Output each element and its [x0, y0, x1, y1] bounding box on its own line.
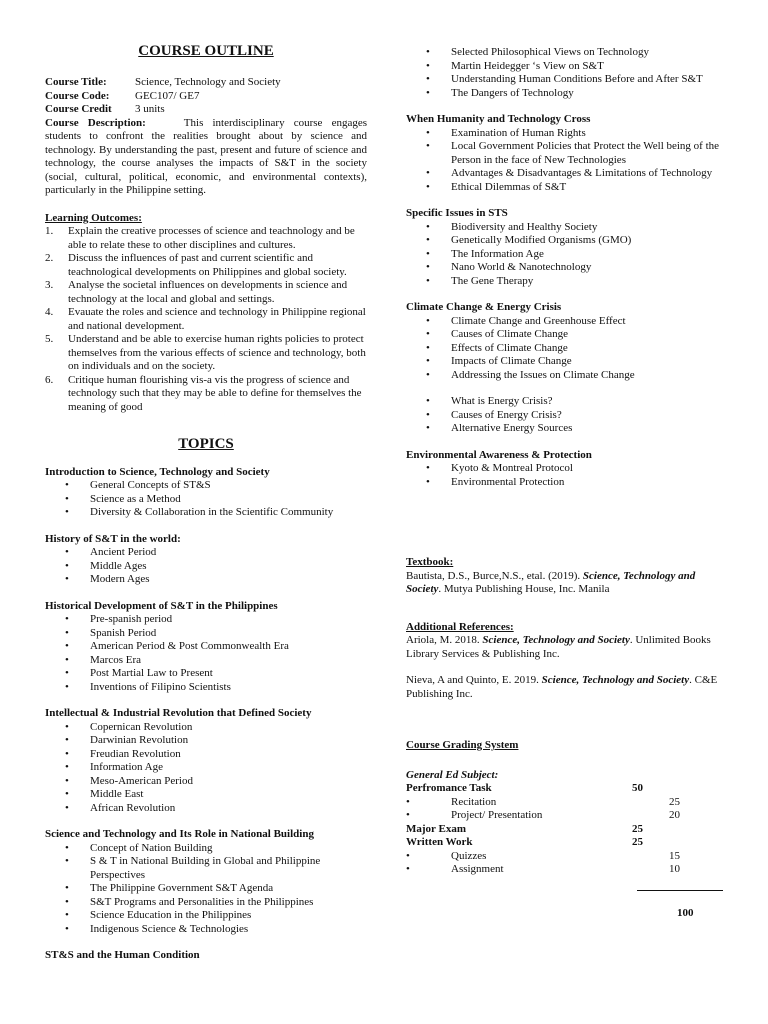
topic-item: • The Information Age [406, 248, 728, 262]
description-text: This interdisciplinary course engages students to confront the realities brought about by science and technology. By understanding the past, present and future of science and technology, the course analyses the impacts of S&T in the society (social, cultural, political, economic, and environmental contexts), particularly in the Philippine setting. [45, 116, 367, 196]
left-sections [45, 466, 367, 963]
topic-item: • Information Age [45, 761, 367, 775]
topic-item: • Modern Ages [45, 573, 367, 587]
outcome-number: 6. [45, 373, 54, 386]
textbook-authors: Bautista, D.S., Burce,N.S., etal. (2019). [406, 569, 581, 582]
topic-item: • American Period & Post Commonwealth Era [45, 640, 367, 654]
topic-item: • The Philippine Government S&T Agenda [45, 882, 367, 896]
topic-item: • Effects of Climate Change [406, 342, 728, 356]
learning-outcome-item [45, 306, 367, 333]
grading-row-label: Written Work [406, 836, 473, 848]
topic-section [45, 466, 367, 520]
grading-row [406, 850, 728, 864]
learning-outcome-item [45, 279, 367, 306]
grading-label: Course Grading System [406, 739, 519, 751]
topic-item: • Climate Change and Greenhouse Effect [406, 315, 728, 329]
section-title: Introduction to Science, Technology and Society [45, 465, 270, 478]
topic-item: • What is Energy Crisis? [406, 395, 728, 409]
topic-item: • Local Government Policies that Protect the Well being of the Person in the face of New Technologies [406, 140, 728, 167]
topic-item: • African Revolution [45, 802, 367, 816]
bullet-icon: • [406, 849, 410, 862]
reference-rest: . Unlimited Books Library Services & Publishing Inc. [406, 634, 711, 660]
topic-item: • Impacts of Climate Change [406, 355, 728, 369]
grading-row-label: Recitation [451, 795, 497, 808]
topic-section [45, 707, 367, 815]
topic-item: • The Dangers of Technology [406, 87, 728, 101]
grading-sub-weight: 15 [669, 849, 680, 862]
topic-item: • Concept of Nation Building [45, 842, 367, 856]
topic-item: • Understanding Human Conditions Before and After S&T [406, 73, 728, 87]
course-info-value: 3 units [135, 103, 165, 115]
topic-item: • Selected Philosophical Views on Technology [406, 46, 728, 60]
topic-section [45, 533, 367, 587]
learning-outcome-item [45, 374, 367, 415]
bullet-icon: • [406, 863, 410, 875]
description-label: Course Description: [45, 116, 146, 129]
course-info-label: Course Code: [45, 89, 110, 102]
grading-sub-weight: 10 [669, 863, 680, 875]
grading-row [406, 796, 728, 810]
grading-sub-weight: 25 [669, 795, 680, 808]
section-title: Climate Change & Energy Crisis [406, 301, 562, 313]
learning-outcome-item [45, 225, 367, 252]
topic-section [406, 301, 728, 436]
grading-table [406, 782, 728, 877]
grading-row [406, 823, 728, 837]
topic-section [45, 949, 367, 963]
learning-outcome-item [45, 333, 367, 374]
course-info-value: GEC107/ GE7 [135, 89, 200, 102]
textbook-citation [406, 570, 728, 597]
reference-rest: . C&E Publishing Inc. [406, 674, 718, 700]
section-title: Specific Issues in STS [406, 207, 508, 219]
additional-references [406, 621, 728, 702]
topic-item: • Alternative Energy Sources [406, 422, 728, 436]
topic-item: • S & T in National Building in Global and Philippine Perspectives [45, 855, 367, 882]
references-list [406, 634, 728, 701]
topic-item: • Pre-spanish period [45, 613, 367, 627]
topic-item: • Causes of Climate Change [406, 328, 728, 342]
topic-item: • Causes of Energy Crisis? [406, 409, 728, 423]
section-items [406, 462, 728, 489]
spacer [406, 382, 728, 395]
textbook-section [406, 556, 728, 597]
topic-section [45, 828, 367, 936]
topic-item: • Indigenous Science & Technologies [45, 923, 367, 937]
grading-sub-weight: 20 [669, 809, 680, 821]
section-items [406, 315, 728, 383]
topic-item: • Copernican Revolution [45, 721, 367, 735]
section-items [406, 395, 728, 436]
grading-row-label: Project/ Presentation [451, 809, 543, 821]
topic-section [406, 449, 728, 490]
reference-authors: Ariola, M. 2018. [406, 634, 480, 646]
right-sections [406, 113, 728, 489]
section-title: Historical Development of S&T in the Philippines [45, 599, 278, 612]
topic-item: • Addressing the Issues on Climate Change [406, 369, 728, 383]
grading-row [406, 836, 728, 850]
topic-section [406, 113, 728, 194]
topic-item: • Advantages & Disadvantages & Limitations of Technology [406, 167, 728, 181]
section-title: Science and Technology and Its Role in National Building [45, 828, 314, 840]
bullet-icon: • [406, 795, 410, 808]
left-column [45, 0, 367, 976]
course-info-row [45, 103, 367, 117]
textbook-title: Science, Technology and Society [406, 569, 696, 595]
reference-title: Science, Technology and Society [482, 634, 630, 646]
grading-row [406, 782, 728, 796]
philosophy-list [406, 46, 728, 100]
grading-row [406, 863, 728, 877]
course-info-row [45, 90, 367, 104]
topic-item: • General Concepts of ST&S [45, 479, 367, 493]
topic-item: • Ethical Dilemmas of S&T [406, 181, 728, 195]
section-title: History of S&T in the world: [45, 532, 181, 545]
topic-item: • Nano World & Nanotechnology [406, 261, 728, 275]
grading-subject-label: General Ed Subject: [406, 768, 499, 781]
page-title: COURSE OUTLINE [138, 43, 274, 59]
textbook-label: Textbook: [406, 556, 454, 568]
topic-item: • S&T Programs and Personalities in the Philippines [45, 896, 367, 910]
course-info-value: Science, Technology and Society [135, 76, 281, 88]
topic-item: • Diversity & Collaboration in the Scientific Community [45, 506, 367, 520]
outcome-text: Discuss the influences of past and current scientific and teachnological developments on Philippines and global society. [68, 252, 347, 278]
section-items [45, 613, 367, 694]
topic-item: • Martin Heidegger ‘s View on S&T [406, 60, 728, 74]
topic-item: • Science as a Method [45, 493, 367, 507]
topic-item: • Inventions of Filipino Scientists [45, 681, 367, 695]
grading-row-label: Major Exam [406, 822, 466, 835]
outcome-number: 2. [45, 252, 54, 264]
course-description [45, 117, 367, 198]
outcome-number: 4. [45, 306, 54, 318]
grading-row-label: Perfromance Task [406, 782, 492, 794]
total-divider [637, 890, 723, 891]
outcome-number: 5. [45, 333, 54, 345]
course-info-label: Course Title: [45, 76, 107, 88]
section-items [406, 221, 728, 289]
topic-item: • Middle East [45, 788, 367, 802]
section-items [406, 127, 728, 195]
topic-item: • Kyoto & Montreal Protocol [406, 462, 728, 476]
course-info-row [45, 76, 367, 90]
grading-main-weight: 50 [632, 782, 643, 794]
learning-outcomes-label: Learning Outcomes: [45, 211, 142, 224]
outcome-number: 1. [45, 225, 54, 237]
topic-item: • The Gene Therapy [406, 275, 728, 289]
learning-outcomes-list [45, 225, 367, 414]
grading-row [406, 809, 728, 823]
reference-item [406, 634, 728, 661]
section-items [45, 546, 367, 587]
topic-item: • Middle Ages [45, 560, 367, 574]
section-title: When Humanity and Technology Cross [406, 113, 591, 125]
topic-item: • Freudian Revolution [45, 748, 367, 762]
outcome-text: Explain the creative processes of science and teachnology and be able to relate these to other disciplines and cultures. [68, 225, 355, 251]
course-info-label: Course Credit [45, 103, 112, 115]
topic-item: • Biodiversity and Healthy Society [406, 221, 728, 235]
topic-item: • Marcos Era [45, 654, 367, 668]
topic-section [406, 207, 728, 288]
topic-item: • Ancient Period [45, 546, 367, 560]
grading-section [406, 739, 728, 877]
topic-item: • Meso-American Period [45, 775, 367, 789]
grading-main-weight: 25 [632, 836, 643, 848]
outcome-text: Analyse the societal influences on developments in science and technology at the local and global and settings. [68, 279, 348, 305]
reference-title: Science, Technology and Society [541, 674, 690, 686]
topic-item: • Science Education in the Philippines [45, 909, 367, 923]
topic-item: • Environmental Protection [406, 476, 728, 490]
topic-item: • Darwinian Revolution [45, 734, 367, 748]
topic-item: • Genetically Modified Organisms (GMO) [406, 234, 728, 248]
outcome-text: Understand and be able to exercise human rights policies to protect themselves from the various effects of science and technology, both on individuals and on the society. [68, 333, 366, 372]
grading-total: 100 [677, 907, 694, 919]
outcome-number: 3. [45, 279, 54, 291]
section-title: Environmental Awareness & Protection [406, 448, 592, 461]
section-items [45, 842, 367, 937]
textbook-publisher: . Mutya Publishing House, Inc. Manila [438, 583, 610, 595]
bullet-icon: • [406, 809, 410, 821]
topic-item: • Spanish Period [45, 627, 367, 641]
reference-authors: Nieva, A and Quinto, E. 2019. [406, 674, 539, 686]
topic-item: • Post Martial Law to Present [45, 667, 367, 681]
outcome-text: Evauate the roles and science and technology in Philippine regional and national development. [68, 306, 366, 332]
learning-outcome-item [45, 252, 367, 279]
grading-row-label: Assignment [451, 863, 504, 875]
reference-item [406, 674, 728, 701]
topic-section [45, 600, 367, 695]
additional-label: Additional References: [406, 620, 514, 633]
right-column [406, 0, 728, 877]
topics-heading: TOPICS [178, 436, 234, 452]
grading-main-weight: 25 [632, 822, 643, 835]
outcome-text: Critique human flourishing vis-a vis the progress of science and technology such that they may be able to define for themselves the meaning of good [68, 373, 362, 413]
grading-row-label: Quizzes [451, 849, 487, 862]
section-items [45, 479, 367, 520]
course-info [45, 76, 367, 117]
topic-item: • Examination of Human Rights [406, 127, 728, 141]
section-items [45, 721, 367, 816]
section-title: Intellectual & Industrial Revolution that Defined Society [45, 707, 312, 719]
section-title: ST&S and the Human Condition [45, 949, 200, 961]
